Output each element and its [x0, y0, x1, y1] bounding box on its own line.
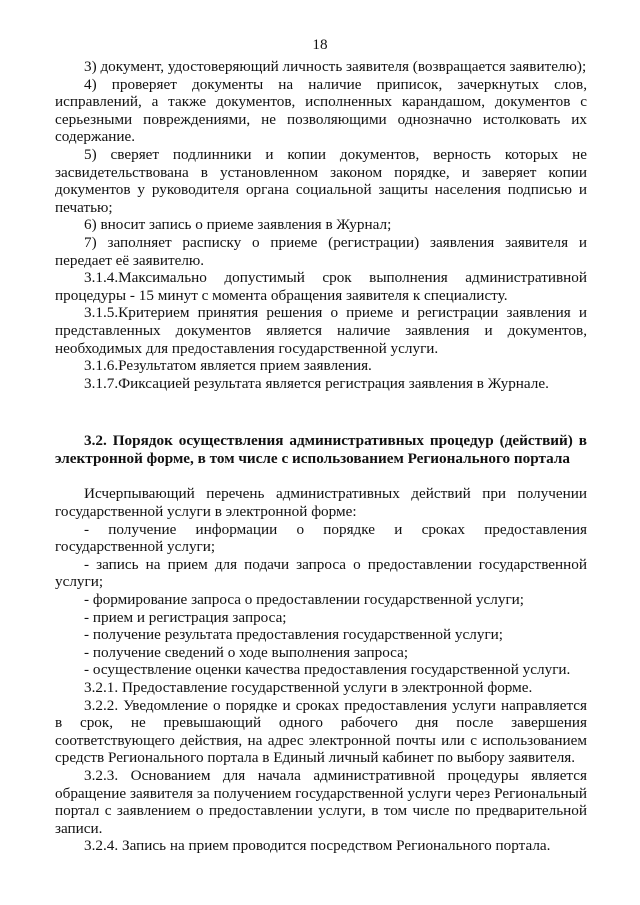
paragraph: 3.2.2. Уведомление о порядке и сроках предоставления услуги направляется в срок, не превышающий одного рабочего дня после завершения соответствующего действия, на адрес электронной почты или с использованием средств Регионального портала в Единый личный кабинет по выбору заявителя.: [55, 696, 587, 767]
paragraph: 3.1.7.Фиксацией результата является регистрация заявления в Журнале.: [84, 374, 549, 392]
paragraph: 3.1.5.Критерием принятия решения о приеме и регистрации заявления и представленных документов является наличие заявления и документов, необходимых для предоставления государственной услуги.: [55, 304, 587, 357]
list-item: - получение сведений о ходе выполнения запроса;: [84, 643, 409, 661]
paragraph: 5) сверяет подлинники и копии документов, верность которых не засвидетельствована в установленном законом порядке, и заверяет копии документов у руководителя органа социальной защиты населения подписью и печатью;: [55, 145, 587, 216]
section-heading: 3.2. Порядок осуществления административных процедур (действий) в электронной форме, в том числе с использованием Регионального портала: [55, 432, 587, 467]
paragraph: 3.1.4.Максимально допустимый срок выполнения административной процедуры - 15 минут с момента обращения заявителя к специалисту.: [55, 269, 587, 304]
paragraph: 3.2.3. Основанием для начала административной процедуры является обращение заявителя за получением государственной услуги через Региональный портал с заявлением о предоставлении услуги, в том числе по предварительной записи.: [55, 766, 587, 837]
list-item: - осуществление оценки качества предоставления государственной услуги.: [84, 661, 571, 679]
paragraph: 3.2.1. Предоставление государственной услуги в электронной форме.: [84, 679, 533, 696]
paragraph: 4) проверяет документы на наличие приписок, зачеркнутых слов, исправлений, а также документов, исполненных карандашом, документов с серьезными повреждениями, не позволяющими однозначно истолковать их содержание.: [55, 75, 587, 146]
paragraph: Исчерпывающий перечень административных действий при получении государственной услуги в электронной форме:: [55, 485, 587, 521]
list-item: - формирование запроса о предоставлении государственной услуги;: [84, 591, 525, 609]
list-item: - запись на прием для подачи запроса о предоставлении государственной услуги;: [55, 555, 587, 591]
list-item: - получение результата предоставления государственной услуги;: [84, 626, 504, 644]
list-item: - прием и регистрация запроса;: [84, 608, 287, 626]
list-item: - получение информации о порядке и сроках предоставления государственной услуги;: [55, 520, 587, 556]
paragraph: 3.2.4. Запись на прием проводится посредством Регионального портала.: [84, 837, 551, 855]
paragraph: 3.1.6.Результатом является прием заявления.: [84, 357, 372, 375]
paragraph: 7) заполняет расписку о приеме (регистрации) заявления заявителя и передает её заявителю.: [55, 233, 587, 269]
page-number: 18: [312, 36, 328, 53]
page-content: [55, 58, 587, 855]
paragraph: 6) вносит запись о приеме заявления в Журнал;: [84, 216, 392, 234]
paragraph: 3) документ, удостоверяющий личность заявителя (возвращается заявителю);: [84, 58, 587, 75]
